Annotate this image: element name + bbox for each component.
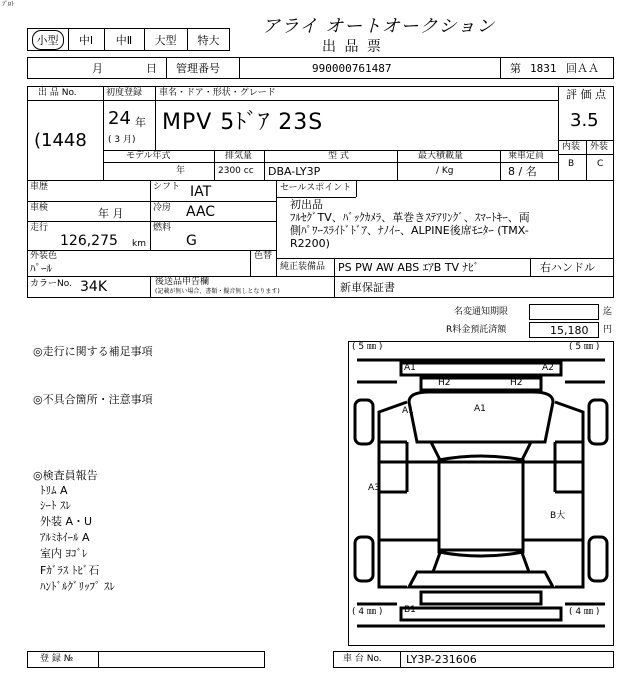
mark-a1-side: A1 [402, 406, 414, 416]
session-prefix: 第 [510, 62, 521, 75]
inspector-line-4: ｱﾙﾐﾎｲｰﾙ A [40, 531, 90, 544]
reg-year: 24 [108, 108, 131, 129]
interior-grade: B [568, 159, 575, 169]
exterior-label: 外装 [590, 142, 609, 152]
driving-notes-title: ◎走行に関する補足事項 [33, 345, 153, 358]
color-no-value: 34K [80, 279, 107, 295]
sales-label: セールスポイント [280, 183, 352, 193]
inspector-line-7: ﾊﾝﾄﾞﾙｸﾞﾘｯﾌﾟ ｽﾚ [40, 580, 115, 593]
rating-label: 評 価 点 [566, 88, 606, 101]
shift-label: シフト [153, 182, 181, 192]
session-number: 1831 [530, 62, 557, 75]
shipping-label: 後送品申告欄 [155, 277, 210, 287]
size-class-mid1: 中Ⅰ [78, 33, 94, 47]
color-change-label: 色替 [254, 251, 273, 261]
lot-label: 出 品 No. [38, 88, 77, 98]
recycle-yen: 円 [603, 325, 613, 335]
max-load-label: 最大積載量 [418, 151, 464, 161]
auction-name: アライ オートオークション [262, 16, 496, 37]
recycle-amount: 15,180 [550, 324, 589, 337]
history-label: 車歴 [30, 182, 49, 192]
corner-mark: ﾌﾟﾛﾄ [2, 1, 15, 8]
sales-line-1: 初出品 [290, 198, 323, 211]
shipping-note: (記載が無い場合、書類・擬音無しとなります) [155, 288, 280, 295]
size-class-xlarge: 特大 [197, 33, 220, 47]
mileage-value: 126,275 [60, 233, 118, 249]
warranty-value: 新車保証書 [340, 281, 395, 294]
capacity-value: 8 / 名 [508, 165, 537, 178]
mgmt-label: 管理番号 [176, 62, 220, 75]
car-outline-icon [349, 342, 613, 645]
deadline-unit: 迄 [603, 307, 613, 317]
inspection-value: 年 月 [98, 207, 124, 220]
fuel-label: 燃料 [153, 223, 172, 233]
shift-value: IAT [190, 184, 212, 200]
mark-a1-front: A1 [404, 363, 416, 373]
ext-color-value: ﾊﾟｰﾙ [30, 262, 52, 275]
inspection-label: 車検 [30, 203, 49, 213]
year-unit: 年 [135, 116, 146, 129]
mileage-unit: km [132, 239, 146, 249]
reg-month: ( 3 月) [108, 135, 136, 145]
mgmt-number: 990000761487 [312, 62, 392, 75]
chassis-value: LY3P-231606 [406, 653, 477, 666]
interior-label: 内装 [562, 142, 581, 152]
tire-tr: ( 5 ㎜ ) [569, 342, 600, 352]
ext-color-label: 外装色 [30, 251, 58, 261]
name-label: 車名・ドア・形状・グレード [159, 88, 276, 98]
defect-notes-title: ◎不具合箇所・注意事項 [33, 393, 153, 406]
model-year-unit: 年 [176, 166, 186, 176]
steering-value: 右ハンドル [540, 261, 595, 274]
fuel-value: G [186, 233, 197, 249]
equip-value: PS PW AW ABS ｴｱB TV ﾅﾋﾞ [338, 261, 480, 274]
document-title: 出 品 票 [322, 39, 383, 55]
reg-no-label: 登 録 № [40, 654, 74, 664]
size-class-large: 大型 [154, 33, 177, 47]
recycle-label: R料金預託済額 [446, 325, 507, 335]
mark-b1: B1 [404, 605, 416, 615]
mark-b-large: B大 [550, 511, 566, 521]
chassis-label: 車 台 No. [343, 654, 382, 664]
ac-label: 冷房 [153, 203, 172, 213]
displacement-value: 2300 cc [218, 166, 254, 176]
type-label: 型 式 [328, 151, 349, 161]
size-class-small: 小型 [27, 28, 68, 51]
ac-value: AAC [186, 204, 216, 220]
capacity-label: 乗車定員 [508, 151, 545, 161]
mark-a2-front: A2 [542, 363, 554, 373]
inspector-line-2: ｼｰﾄ ｽﾚ [40, 499, 71, 512]
mark-h2-left: H2 [438, 378, 451, 388]
month-label: 月 [92, 62, 103, 75]
max-load-value: / Kg [436, 166, 454, 176]
exterior-grade: C [597, 159, 604, 169]
inspector-line-5: 室内 ﾖｺﾞﾚ [40, 547, 88, 560]
rating-value: 3.5 [570, 110, 599, 131]
first-reg-label: 初度登録 [106, 88, 143, 98]
sales-line-2: ﾌﾙｾｸﾞTV、ﾊﾞｯｸｶﾒﾗ、革巻きｽﾃｱﾘﾝｸﾞ、ｽﾏｰﾄｷｰ、両 [290, 211, 530, 224]
inspector-line-3: 外装 A・U [40, 515, 93, 528]
lot-number: (1448 [34, 130, 87, 151]
color-no-label: カラーNo. [30, 279, 72, 289]
displacement-label: 排気量 [225, 151, 253, 161]
session-suffix: 回ＡＡ [566, 62, 599, 75]
deadline-label: 名変通知期限 [454, 307, 509, 317]
car-diagram [348, 341, 614, 646]
model-year-label: モデル年式 [126, 151, 171, 161]
equip-label: 純正装備品 [280, 262, 326, 272]
mileage-label: 走行 [30, 223, 49, 233]
size-class-mid2: 中Ⅱ [115, 33, 133, 47]
type-value: DBA-LY3P [268, 165, 321, 178]
sales-line-3: 側ﾊﾟﾜｰｽﾗｲﾄﾞﾄﾞｱ、ﾅﾉｲｰ、ALPINE後席ﾓﾆﾀｰ (TMX- [290, 224, 529, 237]
mark-h2-right: H2 [510, 378, 523, 388]
deadline-field [529, 304, 599, 320]
vehicle-name: MPV 5ﾄﾞｱ 23S [162, 110, 324, 135]
mark-a3: A3 [368, 483, 380, 493]
tire-bl: ( 4 ㎜ ) [352, 607, 383, 617]
tire-br: ( 4 ㎜ ) [569, 607, 600, 617]
inspector-line-6: Fｶﾞﾗｽ ﾄﾋﾞ石 [40, 564, 100, 577]
sales-line-4: R2200) [290, 237, 330, 250]
inspector-line-1: ﾄﾘﾑ A [40, 484, 68, 497]
day-label: 日 [146, 62, 157, 75]
inspector-title: ◎検査員報告 [33, 469, 98, 482]
mark-a1-hood: A1 [474, 404, 486, 414]
tire-tl: ( 5 ㎜ ) [352, 342, 383, 352]
